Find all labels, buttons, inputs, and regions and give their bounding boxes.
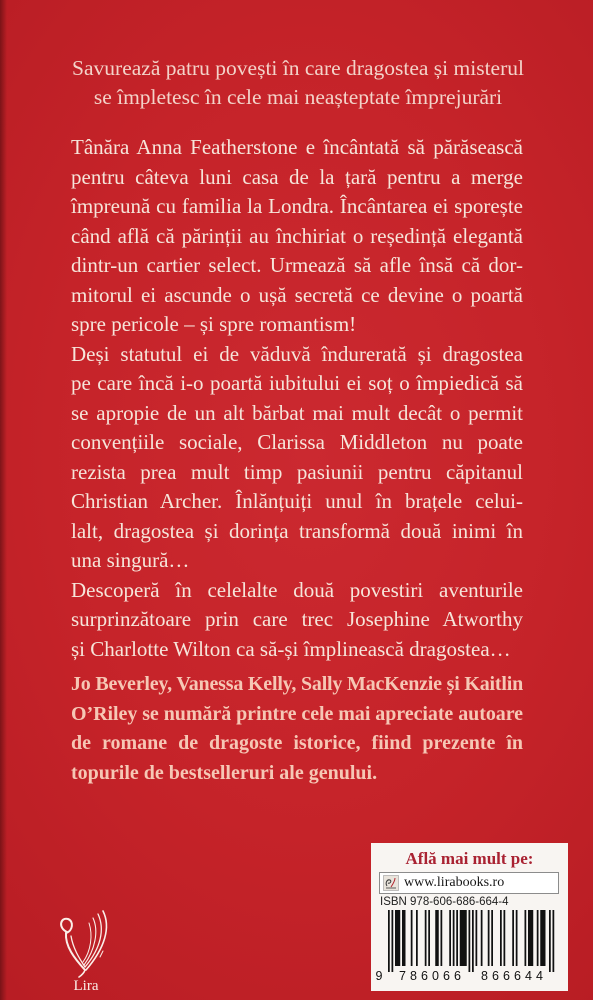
barcode-bar — [553, 910, 555, 972]
barcode-bar — [453, 910, 455, 966]
authors-note-line — [71, 729, 523, 759]
tagline-line-text: se împletesc în cele mai neașteptate împrejurări — [93, 85, 503, 109]
blurb-line-text: Christian Archer. Înlănțuiți unul în brațele celui- — [71, 489, 523, 513]
blurb-paragraph — [71, 576, 523, 665]
tagline-line-text: Savurează patru povești în care dragostea și misterul — [72, 56, 524, 80]
barcode-bar — [472, 910, 474, 972]
blurb-line-text: pentru câteva luni casa de la țară pentru a merge — [71, 164, 523, 189]
blurb-line-text: lalt, dragostea și dorința transformă două inimi în — [71, 518, 523, 543]
barcode-bar — [416, 910, 418, 966]
blurb-line — [71, 310, 523, 340]
authors-note-line-text: topurile de bestselleruri ale genului. — [71, 761, 378, 784]
barcode-bar — [528, 910, 533, 966]
blurb-line-text: și Charlotte Wilton ca să-și împlinească dragostea… — [71, 636, 511, 661]
barcode-bar — [504, 910, 506, 966]
barcode-bar — [388, 910, 390, 972]
blurb-line-text: convențiile sociale, Clarissa Middleton nu poate — [71, 430, 523, 454]
barcode-bar — [435, 910, 439, 966]
blurb-line — [71, 399, 523, 429]
barcode-bar — [460, 910, 467, 966]
blurb-line — [71, 458, 523, 488]
barcode-bar — [449, 910, 451, 966]
blurb-line-text: se apropie de un alt bărbat mai mult decât o permit — [71, 400, 523, 425]
blurb-line-text: Tânăra Anna Featherstone e încântată să părăsească — [71, 135, 523, 159]
blurb-line-text: surprinzătoare prin care trec Josephine Atworthy — [71, 607, 523, 631]
authors-note-line-text: de romane de dragoste istorice, fiind prezente în — [71, 732, 523, 754]
blurb-line — [71, 369, 523, 399]
blurb-line-text: una singură… — [71, 548, 190, 572]
barcode-bar — [456, 910, 458, 966]
blurb-line — [71, 281, 523, 311]
blurb-line — [71, 251, 523, 281]
barcode-bar — [476, 910, 478, 966]
blurb-line — [71, 133, 523, 163]
authors-note-line-text: Jo Beverley, Vanessa Kelly, Sally MacKenzie și Kaitlin — [71, 673, 523, 695]
authors-note-line-text: O’Riley se numără printre cele mai apreciate autoare — [71, 702, 523, 725]
blurb — [71, 133, 523, 664]
website-row — [379, 872, 559, 894]
barcode-bar — [441, 910, 443, 966]
blurb-paragraph — [71, 340, 523, 576]
barcode-bar — [537, 910, 539, 966]
barcode-bar — [516, 910, 518, 966]
blurb-line — [71, 517, 523, 547]
blurb-line — [71, 487, 523, 517]
blurb-line — [71, 546, 523, 576]
blurb-line-text: rezista prea mult timp pasiunii pentru căpitanul — [71, 459, 523, 484]
blurb-line-text: când află că părinții au închiriat o reședință elegantă — [71, 223, 523, 248]
barcode-first-digit: 9 — [375, 969, 383, 983]
authors-note-line — [71, 670, 523, 700]
publisher-name: Lira — [73, 978, 99, 994]
barcode-left-digits: 786066 — [399, 969, 461, 983]
barcode-bar — [425, 910, 427, 966]
barcode-bar — [525, 910, 527, 966]
blurb-paragraph — [71, 133, 523, 340]
blurb-line — [71, 428, 523, 458]
lira-logo-icon — [52, 905, 118, 979]
barcode-bar — [402, 910, 406, 966]
blurb-line-text: Descoperă în celelalte două povestiri aventurile — [71, 577, 523, 602]
tagline — [72, 54, 524, 112]
blurb-line — [71, 163, 523, 193]
website-link: www.lirabooks.ro — [404, 875, 505, 890]
barcode-bar — [469, 910, 471, 972]
barcode-bar — [395, 910, 400, 966]
lira-small-logo-icon — [383, 875, 399, 891]
barcode-right-digits: 866644 — [481, 969, 543, 983]
info-box-heading: Află mai mult pe: — [405, 849, 534, 868]
isbn-text: ISBN 978-606-686-664-4 — [380, 896, 509, 908]
blurb-line-text: împreună cu familia la Londra. Încântarea ei sporește — [71, 194, 523, 218]
blurb-line-text: spre pericole – și spre romantism! — [71, 312, 357, 336]
blurb-line — [71, 576, 523, 606]
blurb-line-text: pe care încă i-o poartă iubitului ei soț o împiedică să — [71, 371, 523, 395]
blurb-line-text: mitorul ei ascunde o ușă secretă ce devine o poartă — [71, 282, 523, 307]
blurb-line-text: Deși statutul ei de văduvă îndurerată și dragostea — [71, 341, 523, 366]
barcode-bar — [481, 910, 483, 966]
barcode-bar — [491, 910, 493, 966]
authors-note-line — [71, 759, 523, 789]
blurb-line — [71, 635, 523, 665]
info-box — [371, 843, 568, 991]
barcode-bar — [411, 910, 413, 966]
barcode-bar — [549, 910, 551, 972]
barcode-bar — [428, 910, 430, 966]
blurb-line — [71, 192, 523, 222]
scan-edge-shadow — [0, 0, 7, 1000]
authors-note — [71, 670, 523, 788]
blurb-line — [71, 605, 523, 635]
blurb-line-text: dintr-un cartier select. Urmează să afle însă că dor- — [71, 253, 523, 277]
barcode-bar — [488, 910, 490, 966]
tagline-line — [72, 54, 524, 83]
blurb-line — [71, 222, 523, 252]
barcode-bar — [512, 910, 514, 966]
blurb-line — [71, 340, 523, 370]
tagline-line — [72, 83, 524, 112]
barcode-bars — [388, 910, 554, 972]
barcode — [372, 907, 562, 985]
barcode-bar — [540, 910, 545, 966]
barcode-bar — [392, 910, 394, 972]
barcode-bar — [500, 910, 502, 966]
authors-note-line — [71, 700, 523, 730]
